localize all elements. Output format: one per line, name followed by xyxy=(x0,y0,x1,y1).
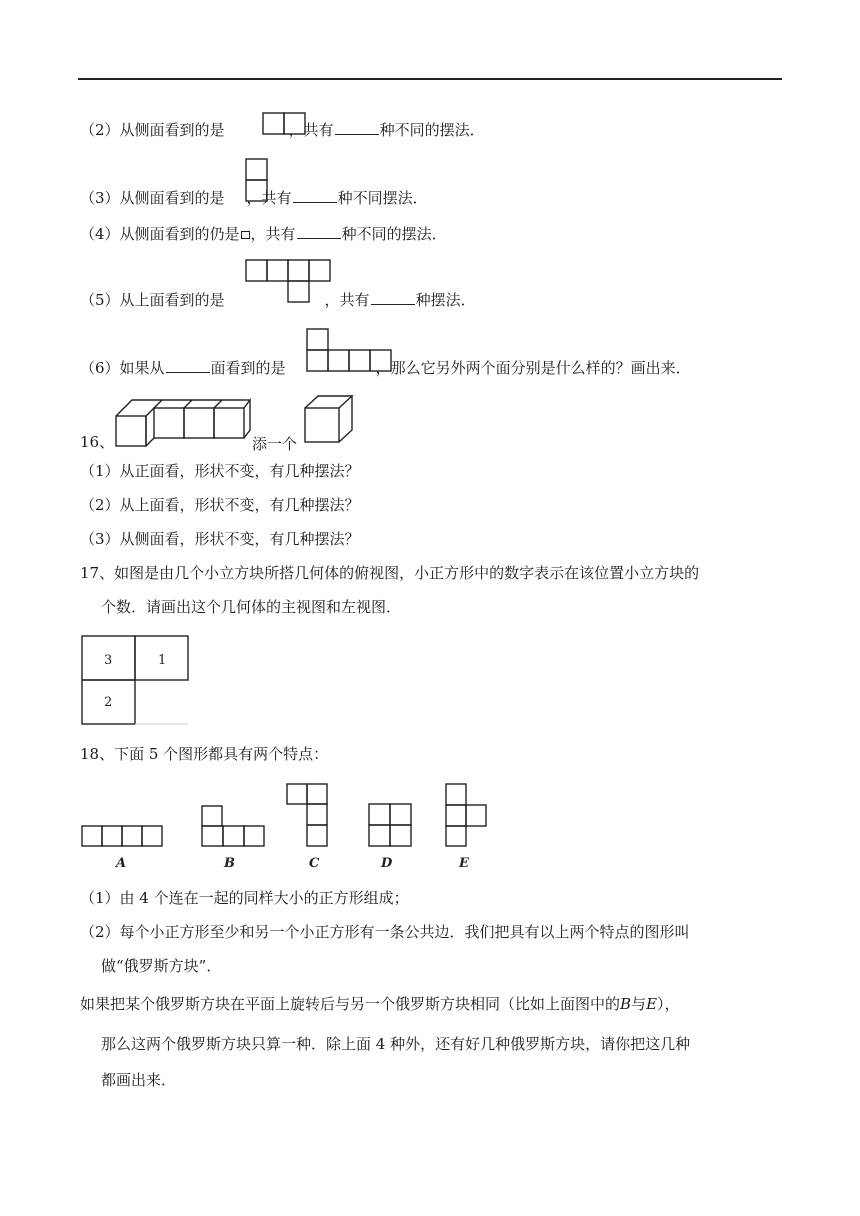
answer-blank[interactable] xyxy=(166,358,210,373)
q15-part5 xyxy=(80,290,476,310)
q18-paragraph-line3: 都画出来． xyxy=(101,1071,177,1089)
q18-para-and: 与 xyxy=(631,995,647,1013)
q16-add-text: 添一个 xyxy=(252,435,298,453)
grid-number-1: 1 xyxy=(158,653,167,668)
grid-number-2: 2 xyxy=(104,695,113,710)
q15-part4-mid: ，共有 xyxy=(250,225,296,243)
q17-line2: 个数．请画出这个几何体的主视图和左视图． xyxy=(101,598,402,616)
q15-part5-suffix: 种摆法． xyxy=(415,291,476,309)
q15-part5-mid: ，共有 xyxy=(324,291,370,309)
label-c: C xyxy=(309,856,320,871)
q18-para-text: 如果把某个俄罗斯方块在平面上旋转后与另一个俄罗斯方块相同（比如上面图中的 xyxy=(80,995,621,1013)
q18-para-close: ）， xyxy=(657,995,680,1013)
side-view-two-squares-figure xyxy=(262,112,306,136)
q18-para-b: B xyxy=(620,995,632,1013)
q15-part6 xyxy=(80,358,691,378)
grid-number-3: 3 xyxy=(104,653,113,668)
four-cubes-row-figure xyxy=(112,390,252,448)
q16-number: 16、 xyxy=(80,433,115,451)
label-d: D xyxy=(381,856,393,871)
q15-part3-mid: ，共有 xyxy=(246,189,292,207)
q15-part6-mid: 面看到的是 xyxy=(210,359,286,377)
q18-paragraph-line1 xyxy=(80,994,680,1014)
q18-item-2-line2: 做“俄罗斯方块”． xyxy=(101,957,222,975)
q15-part4 xyxy=(80,224,447,244)
q16-item-2: （2）从上面看，形状不变，有几种摆法？ xyxy=(80,496,360,514)
q16-item-1: （1）从正面看，形状不变，有几种摆法？ xyxy=(80,462,360,480)
tetromino-b xyxy=(202,806,264,846)
tetromino-d xyxy=(369,804,411,846)
answer-blank[interactable] xyxy=(297,224,341,239)
label-b: B xyxy=(224,856,235,871)
q15-part3-prefix: （3）从侧面看到的是 xyxy=(80,189,225,207)
q15-part3-suffix: 种不同摆法． xyxy=(337,189,428,207)
q15-part6-suffix: ，那么它另外两个面分别是什么样的？画出来． xyxy=(375,359,691,377)
q18-item-2-line1: （2）每个小正方形至少和另一个小正方形有一条公共边．我们把具有以上两个特点的图形叫 xyxy=(80,923,690,941)
q15-part2-mid: ，共有 xyxy=(288,121,334,139)
tetromino-e xyxy=(446,784,486,846)
q16-item-3: （3）从侧面看，形状不变，有几种摆法？ xyxy=(80,530,360,548)
answer-blank[interactable] xyxy=(293,188,337,203)
tetromino-c xyxy=(287,784,327,846)
tetromino-figures xyxy=(80,780,500,872)
q15-part4-prefix: （4）从侧面看到的仍是 xyxy=(80,225,240,243)
header-rule xyxy=(78,78,782,80)
q15-part2-prefix: （2）从侧面看到的是 xyxy=(80,121,225,139)
q15-part4-suffix: 种不同的摆法． xyxy=(341,225,447,243)
q15-part2-suffix: 种不同的摆法． xyxy=(379,121,485,139)
label-a: A xyxy=(116,856,127,871)
answer-blank[interactable] xyxy=(335,120,379,135)
q18-item-1: （1）由 4 个连在一起的同样大小的正方形组成； xyxy=(80,889,409,907)
single-cube-figure xyxy=(303,394,355,446)
small-square-figure xyxy=(241,231,250,239)
tetromino-a xyxy=(82,826,162,846)
q18-paragraph-line2: 那么这两个俄罗斯方块只算一种．除上面 4 种外，还有好几种俄罗斯方块，请你把这几种 xyxy=(101,1035,691,1053)
q15-part6-prefix: （6）如果从 xyxy=(80,359,165,377)
label-e: E xyxy=(459,856,469,871)
q15-part5-prefix: （5）从上面看到的是 xyxy=(80,291,225,309)
answer-blank[interactable] xyxy=(371,290,415,305)
q17-line1: 17、如图是由几个小立方块所搭几何体的俯视图，小正方形中的数字表示在该位置小立方块的 xyxy=(80,564,700,582)
q15-part3 xyxy=(80,188,428,208)
q17-top-view-grid xyxy=(80,634,192,726)
q18-para-e: E xyxy=(646,995,658,1013)
q18-intro: 18、下面 5 个图形都具有两个特点： xyxy=(80,745,329,763)
